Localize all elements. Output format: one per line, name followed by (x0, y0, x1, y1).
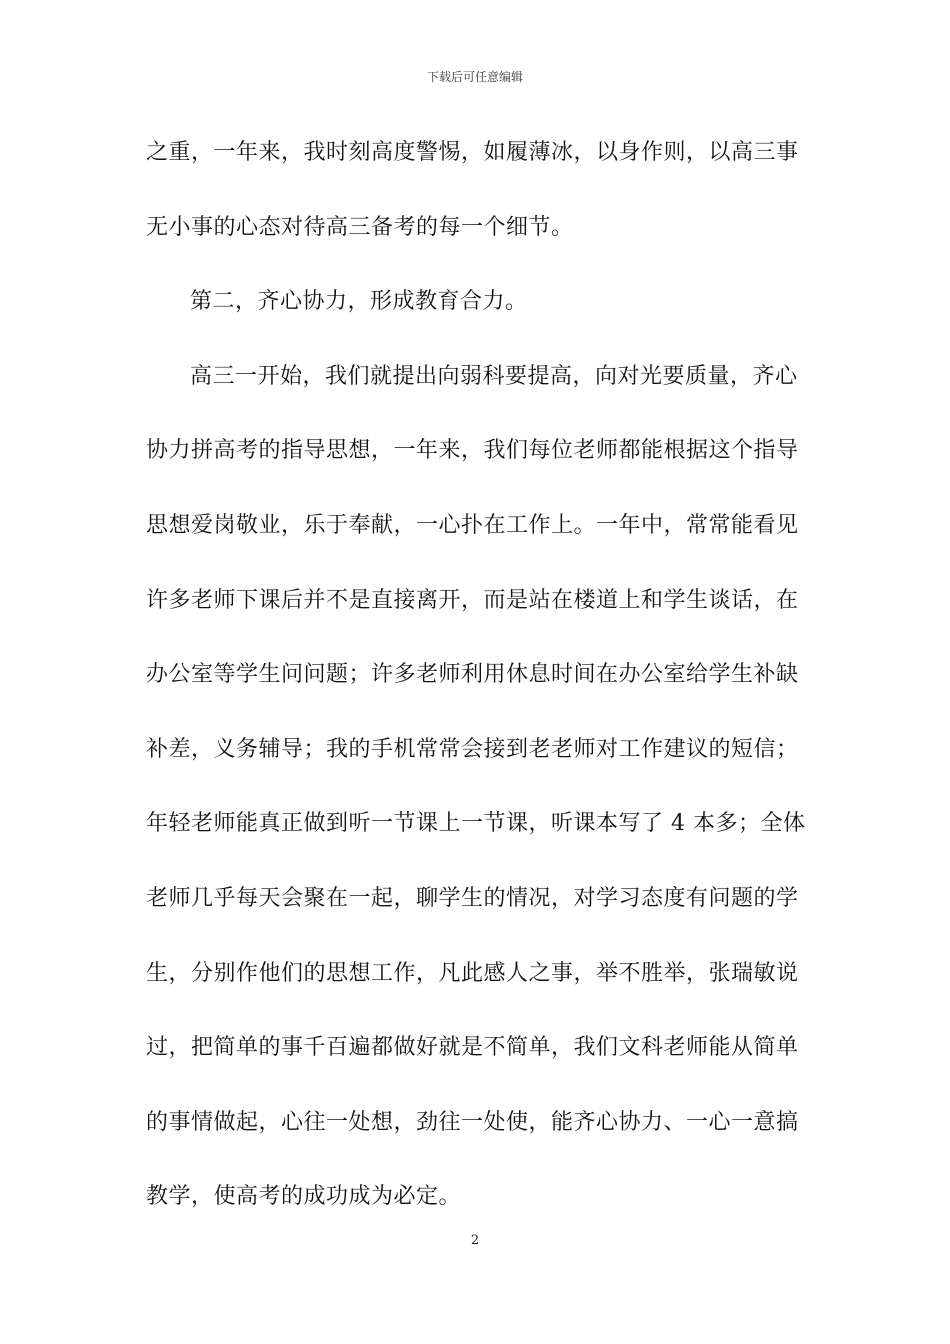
text-line: 过，把简单的事千百遍都做好就是不简单，我们文科老师能从简单 (146, 1035, 799, 1061)
text-line: 年轻老师能真正做到听一节课上一节课，听课本写了 4 本多；全体 (146, 811, 806, 837)
text-line: 思想爱岗敬业，乐于奉献，一心扑在工作上。一年中，常常能看见 (146, 512, 799, 538)
section-heading: 第二，齐心协力，形成教育合力。 (190, 289, 528, 315)
text-line: 老师几乎每天会聚在一起，聊学生的情况，对学习态度有问题的学 (146, 885, 799, 911)
text-line: 教学，使高考的成功成为必定。 (146, 1184, 462, 1210)
text-line: 许多老师下课后并不是直接离开，而是站在楼道上和学生谈话，在 (146, 587, 799, 613)
text-line: 补差，义务辅导；我的手机常常会接到老老师对工作建议的短信； (146, 736, 799, 762)
text-line: 办公室等学生问问题；许多老师利用休息时间在办公室给学生补缺 (146, 662, 799, 688)
page-number: 2 (470, 1233, 480, 1248)
page-header: 下载后可任意编辑 (426, 70, 523, 84)
text-line: 协力拼高考的指导思想，一年来，我们每位老师都能根据这个指导 (146, 438, 799, 464)
text-line: 高三一开始，我们就提出向弱科要提高，向对光要质量，齐心 (190, 363, 798, 389)
text-line: 之重，一年来，我时刻高度警惕，如履薄冰，以身作则，以高三事 (146, 140, 799, 165)
text-line: 生，分别作他们的思想工作，凡此感人之事，举不胜举，张瑞敏说 (146, 960, 799, 986)
body-text (146, 128, 810, 1247)
text-line: 无小事的心态对待高三备考的每一个细节。 (146, 214, 574, 240)
text-line: 的事情做起，心往一处想，劲往一处使，能齐心协力、一心一意搞 (146, 1109, 799, 1135)
